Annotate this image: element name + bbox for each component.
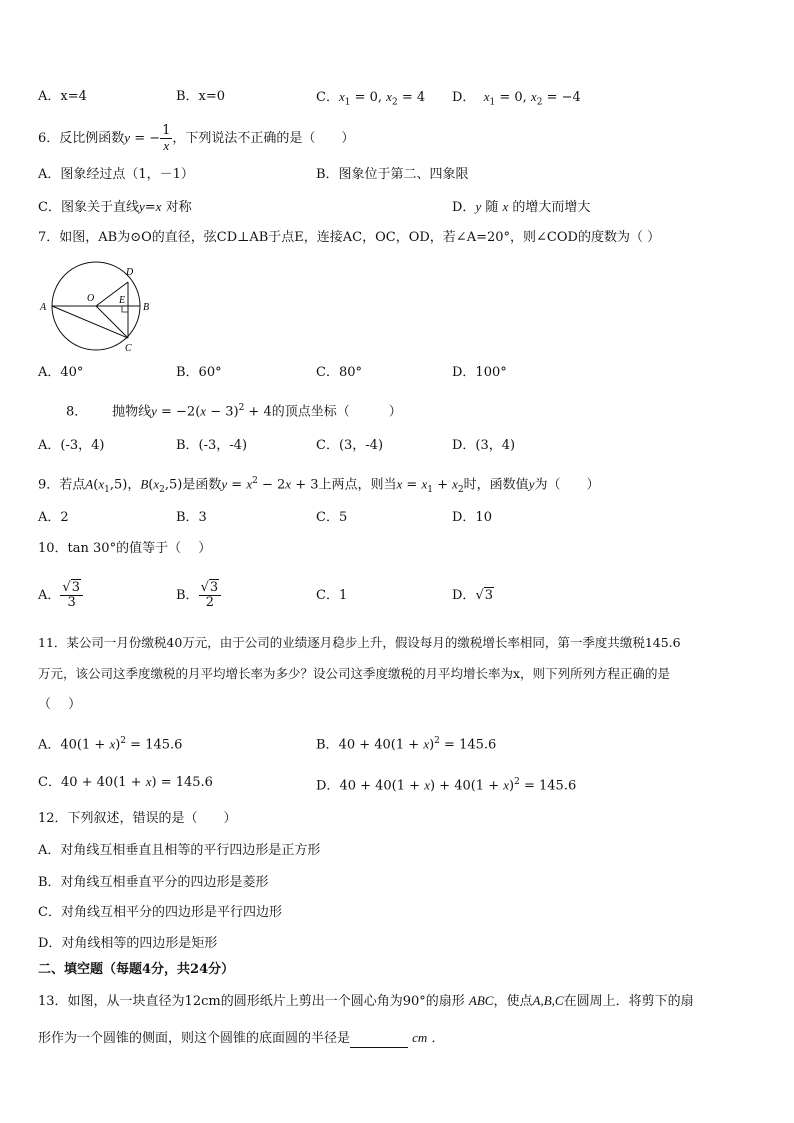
- q6-option-d: D．y 随 x 的增大而增大: [452, 199, 591, 215]
- q8-stem-post: 的顶点坐标（ ）: [271, 404, 402, 420]
- q11-option-d: D．$40 + 40(1 + x) + 40(1 + x)^2 = 145.6$: [316, 777, 577, 794]
- right-angle-mark: [122, 306, 128, 312]
- label-c: C: [125, 343, 132, 354]
- q13-line1-mid2: 的扇形: [425, 994, 465, 1009]
- q9-stem-pre: 9．若点: [38, 477, 86, 493]
- q5-option-b: B．x=0: [176, 89, 226, 104]
- q11-option-c-label: C．: [38, 775, 61, 790]
- q6-option-c-post: 对称: [165, 200, 192, 215]
- q12-option-c: C．对角线互相平分的四边形是平行四边形: [38, 905, 282, 920]
- q7-stem: 7．如图，AB为⊙O的直径，弦CD⊥AB于点E，连接AC，OC，OD，若∠A=20°，则∠COD的度数为（ ）: [38, 230, 661, 245]
- q10-option-d: D．√3: [452, 588, 494, 603]
- q12-option-d: D．对角线相等的四边形是矩形: [38, 936, 218, 951]
- q7-option-c: C．80°: [316, 365, 362, 380]
- q6-option-b: B．图象位于第二、四象限: [316, 167, 469, 182]
- q13-line1-post: 在圆周上．将剪下的扇: [563, 994, 694, 1009]
- q11-option-a: A．$40(1 + x)^2 = 145.6$: [38, 736, 183, 753]
- q10-option-b: B． $\frac{√3}{2}$: [176, 575, 221, 617]
- q13-unit: cm: [412, 1030, 428, 1045]
- q9-stem: 9．若点$A(x_1,5)$，$B(x_2,5)$是函数$y = x^2 - 2x + 3$上两点，则当$x = x_1 + x_2$时，函数值y为（ ）: [38, 476, 600, 495]
- q9-option-b: B．3: [176, 510, 207, 525]
- q9-stem-post: 为（ ）: [534, 477, 600, 493]
- segment-oc: [96, 306, 128, 338]
- q12-option-b: B．对角线互相垂直平分的四边形是菱形: [38, 875, 269, 890]
- q11-line1: 11．某公司一月份缴税40万元，由于公司的业绩逐月稳步上升，假设每月的缴税增长率相同，第一季度共缴税145.6: [38, 635, 681, 650]
- q6-option-d-post: 的增大而增大: [508, 200, 591, 215]
- q13-line2: [38, 1029, 444, 1048]
- q6-option-a: A．图象经过点（1，－1）: [38, 167, 194, 182]
- q13-points: A,B,C: [532, 993, 564, 1008]
- label-e: E: [119, 295, 126, 306]
- q10-option-c: C．1: [316, 588, 348, 603]
- q11-line2: 万元，该公司这季度缴税的月平均增长率为多少？设公司这季度缴税的月平均增长率为x，则下列所列方程正确的是: [38, 666, 671, 681]
- q10-stem: 10．tan 30°的值等于（ ）: [38, 541, 212, 556]
- answer-blank[interactable]: [350, 1033, 408, 1048]
- q10-option-d-label: D．: [452, 588, 476, 603]
- q8-option-b: B．(-3，-4): [176, 438, 248, 453]
- q6-option-d-pre: D．: [452, 200, 476, 215]
- q7-option-b: B．60°: [176, 365, 222, 380]
- label-b: B: [143, 302, 150, 313]
- q13-angle: 90°: [402, 994, 426, 1009]
- q10-option-b-label: B．: [176, 588, 199, 603]
- q8-stem-pre: 抛物线: [112, 404, 152, 420]
- q11-option-d-label: D．: [316, 778, 340, 794]
- q8-option-a: A．(-3，4): [38, 438, 105, 453]
- q6-option-d-mid: 随: [481, 200, 503, 215]
- q7-figure: [36, 258, 162, 362]
- q8-number: 8．: [66, 404, 88, 420]
- q13-line2-post: ．: [431, 1031, 445, 1046]
- q11-option-b-label: B．: [316, 737, 339, 753]
- q13-diameter: 12cm: [184, 994, 221, 1009]
- q7-option-a: A．40°: [38, 365, 84, 380]
- q6-stem-post: ，下列说法不正确的是（ ）: [172, 131, 355, 146]
- q9-stem-mid4: 时，函数值: [463, 477, 529, 493]
- q10-option-a: A． $\frac{√3}{3}$: [38, 575, 83, 617]
- label-a: A: [40, 302, 47, 313]
- q11-option-b: B．$40 + 40(1 + x)^2 = 145.6$: [316, 736, 497, 753]
- q9-stem-mid1: ，: [127, 477, 141, 493]
- q6-stem: 6．反比例函数y = − $\frac{1}{x}$ ，下列说法不正确的是（ ）: [38, 123, 355, 153]
- q9-stem-mid3: 上两点，则当: [318, 477, 397, 493]
- q5-option-a: A．x=4: [38, 89, 87, 104]
- q7-option-d: D．100°: [452, 365, 507, 380]
- q12-option-a: A．对角线互相垂直且相等的平行四边形是正方形: [38, 843, 321, 858]
- q13-line2-pre: 形作为一个圆锥的侧面，则这个圆锥的底面圆的半径是: [38, 1031, 351, 1046]
- q11-line3: （ ）: [38, 697, 82, 712]
- q6-stem-pre: 6．反比例函数: [38, 131, 125, 146]
- q10-option-a-label: A．: [38, 588, 61, 603]
- q5-option-d-label: D．: [452, 90, 476, 105]
- q13-sector: ABC: [468, 993, 494, 1008]
- section-title: 二、填空题（每题4分，共24分）: [38, 962, 235, 977]
- q12-stem: 12．下列叙述，错误的是（ ）: [38, 811, 237, 826]
- q13-line1-mid: 的圆形纸片上剪出一个圆心角为: [220, 994, 403, 1009]
- q6-option-c-pre: C．图象关于直线: [38, 200, 139, 215]
- q5-option-c: C．$x_1 = 0$, $x_2 = 4$: [316, 89, 426, 108]
- segment-ac: [52, 306, 128, 338]
- q13-line1: [38, 992, 694, 1011]
- q9-option-d: D．10: [452, 510, 492, 525]
- q8-option-c: C．(3，-4): [316, 438, 384, 453]
- q13-line1-mid3: ，使点: [493, 994, 533, 1009]
- label-o: O: [87, 293, 95, 304]
- q5-option-d: D． $x_1 = 0$, $x_2 = -4$: [452, 89, 581, 108]
- q9-option-c: C．5: [316, 510, 348, 525]
- q8-stem: 8． 抛物线$y = -2(x - 3)^2 + 4$的顶点坐标（ ）: [66, 403, 402, 420]
- label-d: D: [126, 267, 134, 278]
- q6-option-c: C．图象关于直线y=x 对称: [38, 199, 192, 215]
- q11-option-a-label: A．: [38, 737, 61, 753]
- q9-stem-mid2: 是函数: [182, 477, 222, 493]
- q11-option-c: C．40 + 40(1 + x) = 145.6: [38, 774, 213, 790]
- q8-option-d: D．(3，4): [452, 438, 516, 453]
- q9-option-a: A．2: [38, 510, 69, 525]
- q13-line1-pre: 13．如图，从一块直径为: [38, 994, 185, 1009]
- q5-option-c-label: C．: [316, 90, 339, 105]
